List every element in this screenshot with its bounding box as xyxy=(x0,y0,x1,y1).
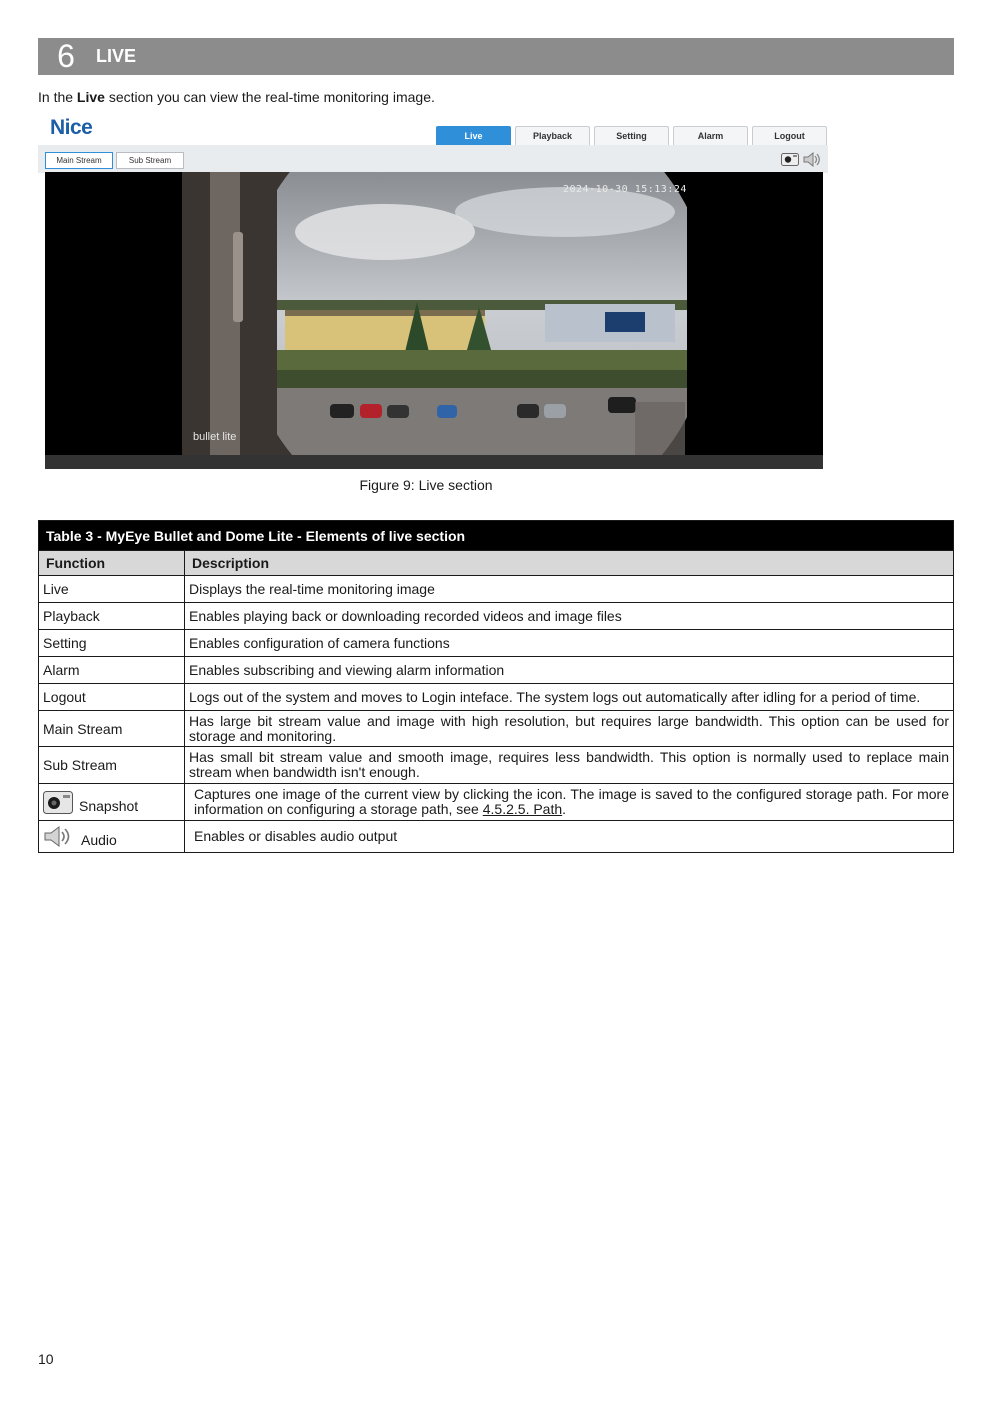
description-cell: Has small bit stream value and smooth image, requires less bandwidth. This option is normally used to replace main stream when bandwidth isn't enough. xyxy=(185,747,954,784)
description-cell: Has large bit stream value and image with high resolution, but requires large bandwidth. This option can be used for storage and monitoring. xyxy=(185,711,954,747)
header-description: Description xyxy=(185,551,954,576)
osd-timestamp: 2024-10-30 15:13:24 xyxy=(563,184,687,195)
storage-path-link[interactable]: 4.5.2.5. Path xyxy=(482,801,563,817)
function-cell: Alarm xyxy=(39,657,185,684)
stream-toolbar xyxy=(38,145,828,173)
function-cell: Playback xyxy=(39,603,185,630)
description-cell: Enables configuration of camera functions xyxy=(185,630,954,657)
function-cell: Sub Stream xyxy=(39,747,185,784)
main-stream-button[interactable]: Main Stream xyxy=(45,152,113,169)
function-cell xyxy=(39,784,185,821)
section-title: LIVE xyxy=(96,46,137,66)
brand-logo: Nice xyxy=(50,116,93,139)
live-video-view[interactable] xyxy=(45,172,823,469)
header-function: Function xyxy=(39,551,185,576)
table-row xyxy=(39,747,954,784)
function-cell: Setting xyxy=(39,630,185,657)
section-number: 6 xyxy=(57,38,75,74)
function-cell: Main Stream xyxy=(39,711,185,747)
intro-prefix: In the xyxy=(38,89,77,105)
table-row xyxy=(39,711,954,747)
section-header xyxy=(38,38,954,75)
function-cell xyxy=(39,821,185,853)
description-cell: Logs out of the system and moves to Login inteface. The system logs out automatically after idling for a period of time. xyxy=(185,684,954,711)
table-row xyxy=(39,657,954,684)
sub-stream-button[interactable]: Sub Stream xyxy=(116,152,184,169)
intro-text xyxy=(38,89,435,105)
intro-bold: Live xyxy=(76,89,105,105)
page-number: 10 xyxy=(38,1351,54,1367)
table-title: Table 3 - MyEye Bullet and Dome Lite - Elements of live section xyxy=(39,521,954,551)
intro-suffix: section you can view the real-time monitoring image. xyxy=(104,89,435,105)
description-cell: Enables subscribing and viewing alarm information xyxy=(185,657,954,684)
description-cell xyxy=(185,784,954,821)
table-row xyxy=(39,576,954,603)
description-text: Captures one image of the current view by clicking the icon. The image is saved to the configured storage path. For more information on configuring a storage path, see xyxy=(194,786,949,817)
function-cell: Logout xyxy=(39,684,185,711)
table-row xyxy=(39,603,954,630)
live-elements-table xyxy=(38,520,954,853)
osd-camera-name: bullet lite xyxy=(193,431,237,443)
table-row xyxy=(39,630,954,657)
table-row xyxy=(39,821,954,853)
tab-alarm[interactable]: Alarm xyxy=(673,126,748,145)
video-status-bar xyxy=(45,455,823,469)
description-end: . xyxy=(562,801,567,817)
tab-logout[interactable]: Logout xyxy=(752,126,827,145)
function-label: Snapshot xyxy=(79,797,139,814)
nav-tabs xyxy=(436,126,827,145)
audio-icon[interactable] xyxy=(803,152,823,167)
description-cell: Enables playing back or downloading recorded videos and image files xyxy=(185,603,954,630)
function-label: Audio xyxy=(81,832,117,848)
tab-setting[interactable]: Setting xyxy=(594,126,669,145)
speaker-icon xyxy=(43,825,75,848)
description-cell: Enables or disables audio output xyxy=(185,821,954,853)
snapshot-icon[interactable] xyxy=(781,153,799,166)
description-cell: Displays the real-time monitoring image xyxy=(185,576,954,603)
camera-image xyxy=(45,172,823,469)
function-cell: Live xyxy=(39,576,185,603)
figure-caption: Figure 9: Live section xyxy=(359,477,493,493)
live-section-figure xyxy=(38,113,828,473)
table-row xyxy=(39,684,954,711)
tab-live[interactable]: Live xyxy=(436,126,511,145)
tab-playback[interactable]: Playback xyxy=(515,126,590,145)
camera-icon xyxy=(43,791,73,814)
table-row xyxy=(39,784,954,821)
